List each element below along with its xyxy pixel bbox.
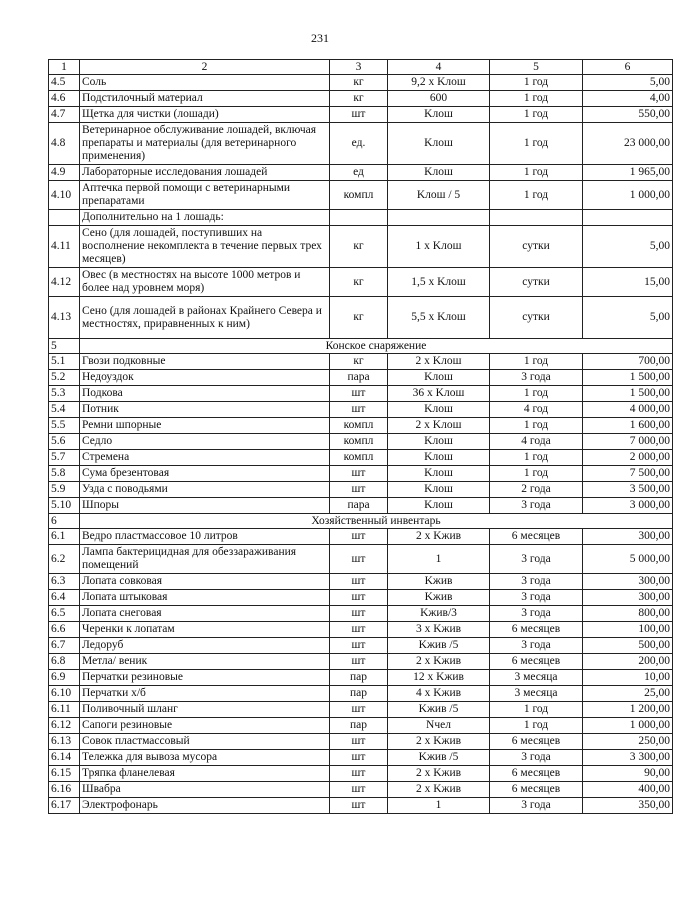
quantity-cell: 9,2 x Kлош bbox=[388, 75, 490, 91]
unit-cell: пар bbox=[330, 718, 388, 734]
unit-cell: шт bbox=[330, 750, 388, 766]
period-cell: 1 год bbox=[490, 386, 583, 402]
period-cell: сутки bbox=[490, 268, 583, 297]
item-name-cell: Аптечка первой помощи с ветеринарными препаратами bbox=[80, 181, 330, 210]
item-name-cell: Шпоры bbox=[80, 498, 330, 514]
item-number-cell: 6.5 bbox=[49, 606, 80, 622]
header-cell: 3 bbox=[330, 60, 388, 75]
table-row bbox=[49, 466, 673, 482]
table-row bbox=[49, 165, 673, 181]
item-name-cell: Перчатки резиновые bbox=[80, 670, 330, 686]
price-cell: 300,00 bbox=[583, 574, 673, 590]
quantity-cell: 2 x Kлош bbox=[388, 354, 490, 370]
unit-cell: кг bbox=[330, 354, 388, 370]
item-number-cell: 6.6 bbox=[49, 622, 80, 638]
item-number-cell: 5.1 bbox=[49, 354, 80, 370]
unit-cell: компл bbox=[330, 418, 388, 434]
item-name-cell: Соль bbox=[80, 75, 330, 91]
quantity-cell: 2 x Kжив bbox=[388, 766, 490, 782]
item-name-cell: Стремена bbox=[80, 450, 330, 466]
item-name-cell: Ветеринарное обслуживание лошадей, включая препараты и материалы (для ветеринарного применения) bbox=[80, 123, 330, 165]
unit-cell: компл bbox=[330, 434, 388, 450]
unit-cell: пар bbox=[330, 670, 388, 686]
header-row bbox=[49, 60, 673, 75]
period-cell: 3 месяца bbox=[490, 686, 583, 702]
item-number-cell: 6.3 bbox=[49, 574, 80, 590]
item-name-cell: Овес (в местностях на высоте 1000 метров и более над уровнем моря) bbox=[80, 268, 330, 297]
price-cell: 1 965,00 bbox=[583, 165, 673, 181]
unit-cell: шт bbox=[330, 529, 388, 545]
table-row bbox=[49, 498, 673, 514]
unit-cell: кг bbox=[330, 226, 388, 268]
price-cell: 3 000,00 bbox=[583, 498, 673, 514]
price-cell: 1 000,00 bbox=[583, 718, 673, 734]
item-name-cell: Сума брезентовая bbox=[80, 466, 330, 482]
item-name-cell: Тряпка фланелевая bbox=[80, 766, 330, 782]
item-number-cell: 5.5 bbox=[49, 418, 80, 434]
item-name-cell: Швабра bbox=[80, 782, 330, 798]
norms-table bbox=[48, 59, 673, 814]
item-name-cell: Сено (для лошадей, поступивших на восполнение некомплекта в течение первых трех месяцев) bbox=[80, 226, 330, 268]
table-row bbox=[49, 574, 673, 590]
section-row bbox=[49, 514, 673, 529]
quantity-cell: 1 bbox=[388, 545, 490, 574]
unit-cell bbox=[330, 210, 388, 226]
quantity-cell: Kлош bbox=[388, 434, 490, 450]
unit-cell: шт bbox=[330, 482, 388, 498]
price-cell: 7 500,00 bbox=[583, 466, 673, 482]
item-number-cell: 4.9 bbox=[49, 165, 80, 181]
price-cell: 4 000,00 bbox=[583, 402, 673, 418]
item-name-cell: Седло bbox=[80, 434, 330, 450]
quantity-cell: Kлош bbox=[388, 165, 490, 181]
unit-cell: пара bbox=[330, 498, 388, 514]
period-cell: 1 год bbox=[490, 181, 583, 210]
item-number-cell: 5.7 bbox=[49, 450, 80, 466]
item-name-cell: Подстилочный материал bbox=[80, 91, 330, 107]
unit-cell: шт bbox=[330, 782, 388, 798]
item-name-cell: Щетка для чистки (лошади) bbox=[80, 107, 330, 123]
item-name-cell: Дополнительно на 1 лошадь: bbox=[80, 210, 330, 226]
item-number-cell: 6.2 bbox=[49, 545, 80, 574]
quantity-cell: 3 x Kжив bbox=[388, 622, 490, 638]
unit-cell: шт bbox=[330, 622, 388, 638]
section-title: Хозяйственный инвентарь bbox=[80, 514, 673, 529]
quantity-cell: Kжив/3 bbox=[388, 606, 490, 622]
table-row bbox=[49, 226, 673, 268]
quantity-cell: Kлош bbox=[388, 450, 490, 466]
quantity-cell: 36 x Kлош bbox=[388, 386, 490, 402]
table-row bbox=[49, 734, 673, 750]
period-cell: 3 года bbox=[490, 750, 583, 766]
table-row bbox=[49, 545, 673, 574]
table-row bbox=[49, 622, 673, 638]
header-cell: 1 bbox=[49, 60, 80, 75]
item-name-cell: Лампа бактерицидная для обеззараживания помещений bbox=[80, 545, 330, 574]
item-number-cell: 6.11 bbox=[49, 702, 80, 718]
item-name-cell: Лопата снеговая bbox=[80, 606, 330, 622]
item-number-cell: 4.12 bbox=[49, 268, 80, 297]
period-cell: 1 год bbox=[490, 354, 583, 370]
quantity-cell: Kлош bbox=[388, 466, 490, 482]
item-number-cell: 5.6 bbox=[49, 434, 80, 450]
price-cell: 300,00 bbox=[583, 529, 673, 545]
unit-cell: шт bbox=[330, 702, 388, 718]
price-cell: 25,00 bbox=[583, 686, 673, 702]
unit-cell: компл bbox=[330, 450, 388, 466]
quantity-cell: Kжив /5 bbox=[388, 702, 490, 718]
table-row bbox=[49, 268, 673, 297]
price-cell: 1 500,00 bbox=[583, 386, 673, 402]
table-row bbox=[49, 354, 673, 370]
item-name-cell: Ремни шпорные bbox=[80, 418, 330, 434]
quantity-cell: Kжив /5 bbox=[388, 750, 490, 766]
unit-cell: шт bbox=[330, 466, 388, 482]
quantity-cell: Kлош bbox=[388, 498, 490, 514]
header-cell: 5 bbox=[490, 60, 583, 75]
period-cell: 1 год bbox=[490, 702, 583, 718]
item-name-cell: Лопата совковая bbox=[80, 574, 330, 590]
header-cell: 2 bbox=[80, 60, 330, 75]
price-cell: 800,00 bbox=[583, 606, 673, 622]
item-name-cell: Лопата штыковая bbox=[80, 590, 330, 606]
item-number-cell: 6.7 bbox=[49, 638, 80, 654]
item-number-cell: 6.15 bbox=[49, 766, 80, 782]
quantity-cell: Kлош bbox=[388, 107, 490, 123]
section-number: 6 bbox=[49, 514, 80, 529]
period-cell: 3 года bbox=[490, 590, 583, 606]
table-row bbox=[49, 798, 673, 814]
item-number-cell: 6.13 bbox=[49, 734, 80, 750]
quantity-cell bbox=[388, 210, 490, 226]
unit-cell: пар bbox=[330, 686, 388, 702]
table-row bbox=[49, 402, 673, 418]
unit-cell: шт bbox=[330, 590, 388, 606]
period-cell: сутки bbox=[490, 297, 583, 339]
period-cell: 3 года bbox=[490, 798, 583, 814]
price-cell: 1 000,00 bbox=[583, 181, 673, 210]
quantity-cell: 2 x Kжив bbox=[388, 654, 490, 670]
table-row bbox=[49, 702, 673, 718]
item-name-cell: Ледоруб bbox=[80, 638, 330, 654]
unit-cell: ед bbox=[330, 165, 388, 181]
unit-cell: шт bbox=[330, 638, 388, 654]
period-cell: 6 месяцев bbox=[490, 529, 583, 545]
period-cell: сутки bbox=[490, 226, 583, 268]
table-row bbox=[49, 418, 673, 434]
period-cell: 1 год bbox=[490, 165, 583, 181]
quantity-cell: 1,5 x Kлош bbox=[388, 268, 490, 297]
price-cell: 5,00 bbox=[583, 75, 673, 91]
quantity-cell: Kлош bbox=[388, 482, 490, 498]
item-number-cell: 6.4 bbox=[49, 590, 80, 606]
period-cell: 1 год bbox=[490, 718, 583, 734]
quantity-cell: 4 x Kжив bbox=[388, 686, 490, 702]
section-title: Конское снаряжение bbox=[80, 339, 673, 354]
quantity-cell: Kжив bbox=[388, 590, 490, 606]
item-number-cell: 6.8 bbox=[49, 654, 80, 670]
item-number-cell: 5.4 bbox=[49, 402, 80, 418]
price-cell: 90,00 bbox=[583, 766, 673, 782]
price-cell: 1 200,00 bbox=[583, 702, 673, 718]
item-name-cell: Электрофонарь bbox=[80, 798, 330, 814]
price-cell: 550,00 bbox=[583, 107, 673, 123]
table-row bbox=[49, 782, 673, 798]
quantity-cell: Kжив bbox=[388, 574, 490, 590]
item-number-cell: 4.11 bbox=[49, 226, 80, 268]
period-cell: 4 год bbox=[490, 402, 583, 418]
unit-cell: кг bbox=[330, 268, 388, 297]
item-name-cell: Лабораторные исследования лошадей bbox=[80, 165, 330, 181]
period-cell: 1 год bbox=[490, 418, 583, 434]
quantity-cell: 1 x Kлош bbox=[388, 226, 490, 268]
item-name-cell: Потник bbox=[80, 402, 330, 418]
item-name-cell: Недоуздок bbox=[80, 370, 330, 386]
item-name-cell: Сапоги резиновые bbox=[80, 718, 330, 734]
unit-cell: шт bbox=[330, 545, 388, 574]
section-number: 5 bbox=[49, 339, 80, 354]
price-cell: 5,00 bbox=[583, 226, 673, 268]
period-cell: 3 года bbox=[490, 370, 583, 386]
quantity-cell: Kлош bbox=[388, 370, 490, 386]
period-cell: 2 года bbox=[490, 482, 583, 498]
table-row bbox=[49, 670, 673, 686]
table-row bbox=[49, 718, 673, 734]
price-cell: 3 300,00 bbox=[583, 750, 673, 766]
period-cell: 6 месяцев bbox=[490, 782, 583, 798]
quantity-cell: Kлош / 5 bbox=[388, 181, 490, 210]
quantity-cell: Kжив /5 bbox=[388, 638, 490, 654]
unit-cell: кг bbox=[330, 91, 388, 107]
header-cell: 4 bbox=[388, 60, 490, 75]
price-cell: 3 500,00 bbox=[583, 482, 673, 498]
item-name-cell: Метла/ веник bbox=[80, 654, 330, 670]
quantity-cell: 5,5 x Kлош bbox=[388, 297, 490, 339]
quantity-cell: Kлош bbox=[388, 402, 490, 418]
table-row bbox=[49, 766, 673, 782]
table-row bbox=[49, 686, 673, 702]
period-cell: 1 год bbox=[490, 75, 583, 91]
unit-cell: шт bbox=[330, 606, 388, 622]
item-number-cell: 5.2 bbox=[49, 370, 80, 386]
quantity-cell: 1 bbox=[388, 798, 490, 814]
table-row bbox=[49, 750, 673, 766]
period-cell bbox=[490, 210, 583, 226]
unit-cell: шт bbox=[330, 574, 388, 590]
table-row bbox=[49, 75, 673, 91]
unit-cell: ед. bbox=[330, 123, 388, 165]
item-number-cell: 6.14 bbox=[49, 750, 80, 766]
quantity-cell: 600 bbox=[388, 91, 490, 107]
table-row bbox=[49, 107, 673, 123]
price-cell: 700,00 bbox=[583, 354, 673, 370]
period-cell: 1 год bbox=[490, 466, 583, 482]
item-number-cell: 5.9 bbox=[49, 482, 80, 498]
item-name-cell: Тележка для вывоза мусора bbox=[80, 750, 330, 766]
unit-cell: компл bbox=[330, 181, 388, 210]
period-cell: 4 года bbox=[490, 434, 583, 450]
quantity-cell: 2 x Kжив bbox=[388, 529, 490, 545]
period-cell: 1 год bbox=[490, 107, 583, 123]
item-number-cell: 4.6 bbox=[49, 91, 80, 107]
price-cell: 15,00 bbox=[583, 268, 673, 297]
unit-cell: шт bbox=[330, 386, 388, 402]
item-name-cell: Черенки к лопатам bbox=[80, 622, 330, 638]
unit-cell: шт bbox=[330, 734, 388, 750]
table-row bbox=[49, 450, 673, 466]
table-row bbox=[49, 91, 673, 107]
price-cell: 350,00 bbox=[583, 798, 673, 814]
period-cell: 1 год bbox=[490, 91, 583, 107]
unit-cell: шт bbox=[330, 654, 388, 670]
item-number-cell: 4.5 bbox=[49, 75, 80, 91]
item-number-cell bbox=[49, 210, 80, 226]
table-row bbox=[49, 386, 673, 402]
item-name-cell: Гвози подковные bbox=[80, 354, 330, 370]
item-number-cell: 4.7 bbox=[49, 107, 80, 123]
price-cell: 7 000,00 bbox=[583, 434, 673, 450]
table-row bbox=[49, 181, 673, 210]
unit-cell: шт bbox=[330, 107, 388, 123]
item-name-cell: Совок пластмассовый bbox=[80, 734, 330, 750]
table-row bbox=[49, 654, 673, 670]
table-row bbox=[49, 370, 673, 386]
unit-cell: кг bbox=[330, 75, 388, 91]
table-row bbox=[49, 482, 673, 498]
item-name-cell: Ведро пластмассовое 10 литров bbox=[80, 529, 330, 545]
period-cell: 3 года bbox=[490, 545, 583, 574]
item-number-cell: 5.8 bbox=[49, 466, 80, 482]
period-cell: 6 месяцев bbox=[490, 654, 583, 670]
item-name-cell: Сено (для лошадей в районах Крайнего Севера и местностях, приравненных к ним) bbox=[80, 297, 330, 339]
quantity-cell: 2 x Kжив bbox=[388, 734, 490, 750]
period-cell: 6 месяцев bbox=[490, 766, 583, 782]
period-cell: 6 месяцев bbox=[490, 622, 583, 638]
price-cell: 200,00 bbox=[583, 654, 673, 670]
quantity-cell: Nчел bbox=[388, 718, 490, 734]
unit-cell: пара bbox=[330, 370, 388, 386]
item-name-cell: Поливочный шланг bbox=[80, 702, 330, 718]
quantity-cell: 12 x Kжив bbox=[388, 670, 490, 686]
item-number-cell: 6.16 bbox=[49, 782, 80, 798]
item-number-cell: 6.10 bbox=[49, 686, 80, 702]
item-name-cell: Подкова bbox=[80, 386, 330, 402]
period-cell: 3 года bbox=[490, 498, 583, 514]
period-cell: 1 год bbox=[490, 123, 583, 165]
unit-cell: шт bbox=[330, 402, 388, 418]
quantity-cell: 2 x Kжив bbox=[388, 782, 490, 798]
unit-cell: шт bbox=[330, 766, 388, 782]
item-number-cell: 5.3 bbox=[49, 386, 80, 402]
unit-cell: шт bbox=[330, 798, 388, 814]
price-cell: 5 000,00 bbox=[583, 545, 673, 574]
period-cell: 1 год bbox=[490, 450, 583, 466]
item-name-cell: Узда с поводьями bbox=[80, 482, 330, 498]
quantity-cell: Kлош bbox=[388, 123, 490, 165]
table-row bbox=[49, 529, 673, 545]
item-name-cell: Перчатки х/б bbox=[80, 686, 330, 702]
table-row bbox=[49, 297, 673, 339]
table-row bbox=[49, 434, 673, 450]
price-cell: 300,00 bbox=[583, 590, 673, 606]
item-number-cell: 4.8 bbox=[49, 123, 80, 165]
table-row bbox=[49, 638, 673, 654]
item-number-cell: 6.9 bbox=[49, 670, 80, 686]
quantity-cell: 2 x Kлош bbox=[388, 418, 490, 434]
price-cell: 1 500,00 bbox=[583, 370, 673, 386]
price-cell: 100,00 bbox=[583, 622, 673, 638]
page-number: 231 bbox=[311, 31, 329, 45]
period-cell: 3 года bbox=[490, 574, 583, 590]
period-cell: 3 месяца bbox=[490, 670, 583, 686]
price-cell bbox=[583, 210, 673, 226]
table-row bbox=[49, 123, 673, 165]
table-row bbox=[49, 210, 673, 226]
table-row bbox=[49, 590, 673, 606]
period-cell: 3 года bbox=[490, 606, 583, 622]
price-cell: 4,00 bbox=[583, 91, 673, 107]
period-cell: 3 года bbox=[490, 638, 583, 654]
item-number-cell: 4.13 bbox=[49, 297, 80, 339]
item-number-cell: 6.1 bbox=[49, 529, 80, 545]
price-cell: 10,00 bbox=[583, 670, 673, 686]
price-cell: 2 000,00 bbox=[583, 450, 673, 466]
section-row bbox=[49, 339, 673, 354]
unit-cell: кг bbox=[330, 297, 388, 339]
price-cell: 400,00 bbox=[583, 782, 673, 798]
price-cell: 23 000,00 bbox=[583, 123, 673, 165]
header-cell: 6 bbox=[583, 60, 673, 75]
period-cell: 6 месяцев bbox=[490, 734, 583, 750]
price-cell: 1 600,00 bbox=[583, 418, 673, 434]
item-number-cell: 5.10 bbox=[49, 498, 80, 514]
price-cell: 5,00 bbox=[583, 297, 673, 339]
table-row bbox=[49, 606, 673, 622]
item-number-cell: 4.10 bbox=[49, 181, 80, 210]
price-cell: 500,00 bbox=[583, 638, 673, 654]
price-cell: 250,00 bbox=[583, 734, 673, 750]
item-number-cell: 6.17 bbox=[49, 798, 80, 814]
item-number-cell: 6.12 bbox=[49, 718, 80, 734]
